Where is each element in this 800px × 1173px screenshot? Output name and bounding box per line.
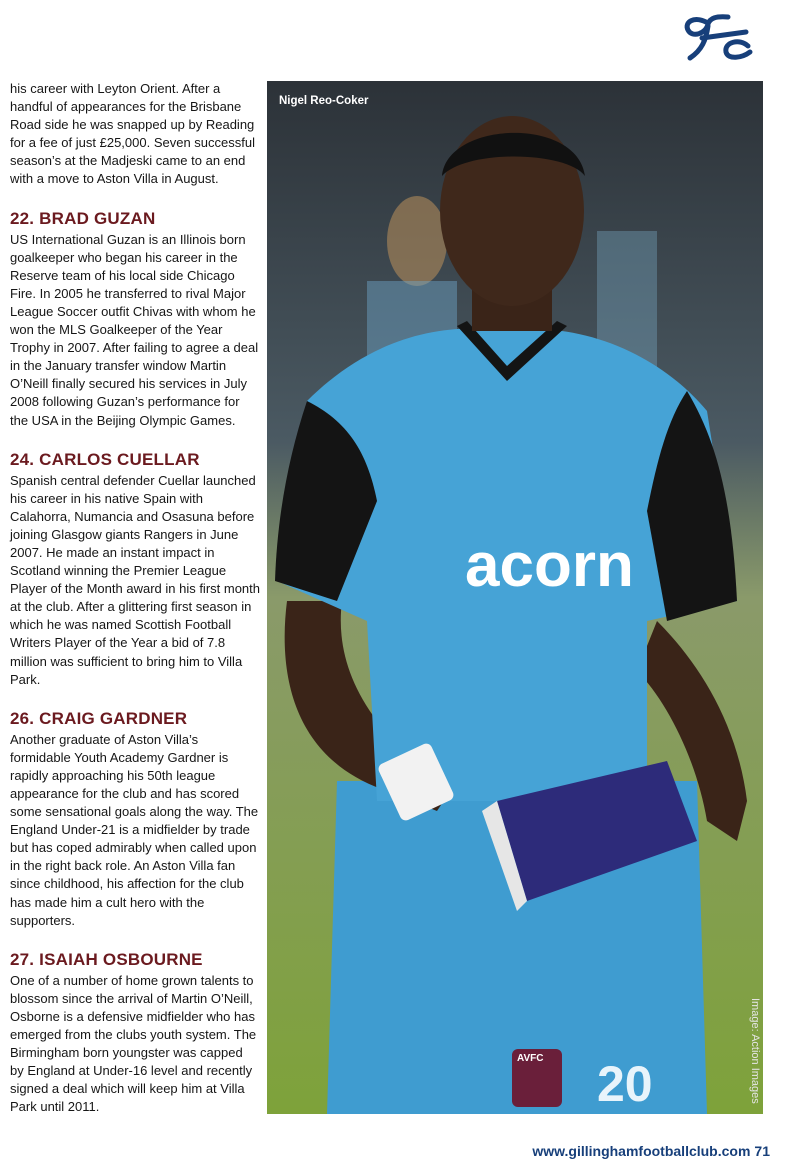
section-paragraph: Spanish central defender Cuellar launched his career in his native Spain with Calahorra, Numancia and Osasuna before joining Glasgow giants Rangers in June 2007. He made an instant impact in Scotland winning the Premier League Player of the Month award in his first month at the club. After a glittering first season in which he was named Scottish Football Writers Player of the Year a bid of 7.8 million was sufficient to bring him to Villa Park.	[10, 472, 261, 687]
article-column	[10, 80, 260, 1117]
shorts-badge: AVFC	[517, 1053, 544, 1064]
shirt-sponsor: acorn	[465, 531, 634, 600]
footer-url[interactable]: www.gillinghamfootballclub.com	[532, 1143, 751, 1159]
section-heading: 27. ISAIAH OSBOURNE	[10, 949, 203, 969]
page-number: 71	[754, 1143, 770, 1159]
player-illustration	[267, 81, 763, 1114]
section-paragraph: One of a number of home grown talents to blossom since the arrival of Martin O’Neill, Osborne is a defensive midfielder who has emerged from the clubs youth system. The Birmingham born youngster was capped by England at Under-16 level and recently signed a deal which will keep him at Villa Park until 2011.	[10, 972, 257, 1115]
player-photo	[267, 81, 763, 1114]
section-heading: 22. BRAD GUZAN	[10, 208, 156, 228]
club-logo	[676, 8, 760, 66]
photo-credit: Image: Action Images	[749, 998, 761, 1104]
section-paragraph: US International Guzan is an Illinois born goalkeeper who began his career in the Reserve team of his local side Chicago Fire. In 2005 he transferred to rival Major League Soccer outfit Chivas with whom he won the MLS Goalkeeper of the Year Trophy in 2007. After failing to agree a deal in the January transfer window Martin O’Neill finally secured his services in July 2008 following Guzan’s performance for the USA in the Beijing Olympic Games.	[10, 231, 259, 428]
section-paragraph: Another graduate of Aston Villa’s formidable Youth Academy Gardner is rapidly approaching his 50th league appearance for the club and has scored some sensational goals along the way. The England Under-21 is a midfielder by trade but has coped admirably when called upon in the right back role. An Aston Villa fan since childhood, his affection for the club has made him a cult hero with the supporters.	[10, 731, 259, 928]
photo-caption: Nigel Reo-Coker	[279, 95, 369, 107]
intro-paragraph: his career with Leyton Orient. After a handful of appearances for the Brisbane Road side he was snapped up by Reading for a fee of just £25,000. Seven successful season’s at the Madjeski came to an end with a move to Aston Villa in August.	[10, 81, 255, 187]
section-heading: 24. CARLOS CUELLAR	[10, 449, 200, 469]
shirt-number: 20	[597, 1056, 653, 1112]
page-footer	[520, 1143, 770, 1159]
section-heading: 26. CRAIG GARDNER	[10, 708, 188, 728]
